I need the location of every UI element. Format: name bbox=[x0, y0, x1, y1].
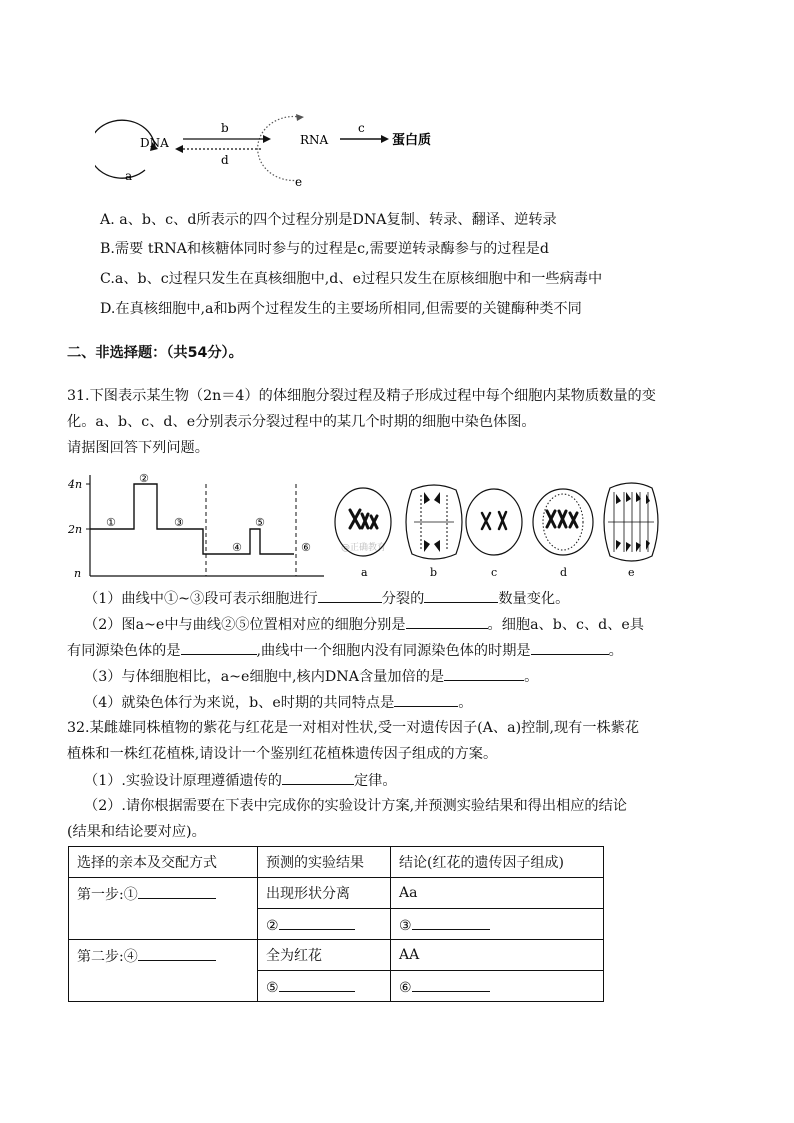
q30-option-d: D.在真核细胞中,a和b两个过程发生的主要场所相同,但需要的关键酶种类不同 bbox=[100, 301, 582, 317]
label-a: a bbox=[125, 169, 133, 183]
section-title: 二、非选择题：（共54分）。 bbox=[67, 345, 243, 361]
q31-question-2-cont: 有同源染色体的是 ,曲线中一个细胞内没有同源染色体的时期是 。 bbox=[67, 640, 623, 661]
q32-part-1: （1）.实验设计原理遵循遗传的 定律。 bbox=[84, 770, 397, 791]
cell-label-e: e bbox=[628, 566, 635, 579]
table-row bbox=[69, 940, 604, 971]
blank-step-4[interactable] bbox=[138, 946, 216, 961]
step-1-cell: 第一步:① bbox=[69, 878, 258, 940]
label-b: b bbox=[221, 121, 229, 135]
q30-option-a: A. a、b、c、d所表示的四个过程分别是DNA复制、转录、翻译、逆转录 bbox=[100, 212, 557, 228]
y-label-4n: 4n bbox=[68, 478, 83, 491]
protein-label: 蛋白质 bbox=[392, 133, 432, 148]
watermark: @正确教育 bbox=[341, 543, 387, 553]
blank-step-1[interactable] bbox=[138, 884, 216, 899]
q31-question-1: （1）曲线中①~③段可表示细胞进行 分裂的 数量变化。 bbox=[84, 588, 569, 609]
segment-2: ② bbox=[139, 472, 149, 485]
header-cell: 预测的实验结果 bbox=[258, 847, 391, 878]
chromosome-graph bbox=[66, 470, 666, 585]
result-cell: ⑤ bbox=[258, 971, 391, 1002]
label-d: d bbox=[221, 153, 229, 167]
segment-3: ③ bbox=[174, 516, 184, 529]
table-row bbox=[69, 878, 604, 909]
q30-option-b: B.需要 tRNA和核糖体同时参与的过程是c,需要逆转录酶参与的过程是d bbox=[100, 241, 549, 257]
blank-8[interactable] bbox=[282, 770, 354, 785]
blank-conclusion-3[interactable] bbox=[412, 915, 490, 930]
cell-label-b: b bbox=[430, 566, 438, 579]
header-cell: 选择的亲本及交配方式 bbox=[69, 847, 258, 878]
blank-conclusion-6[interactable] bbox=[412, 977, 490, 992]
blank-5[interactable] bbox=[531, 640, 609, 655]
header-cell: 结论(红花的遗传因子组成) bbox=[391, 847, 604, 878]
blank-1[interactable] bbox=[318, 588, 382, 603]
q32-line-2: 植株和一株红花植株,请设计一个鉴别红花植株遗传因子组成的方案。 bbox=[67, 746, 498, 762]
conclusion-cell: AA bbox=[391, 940, 604, 971]
segment-6: ⑥ bbox=[301, 541, 311, 554]
result-cell: 出现形状分离 bbox=[258, 878, 391, 909]
dna-label: DNA bbox=[140, 136, 169, 150]
blank-7[interactable] bbox=[394, 692, 458, 707]
conclusion-cell: ③ bbox=[391, 909, 604, 940]
rna-label: RNA bbox=[300, 133, 329, 147]
segment-1: ① bbox=[106, 516, 116, 529]
blank-result-5[interactable] bbox=[279, 977, 355, 992]
y-label-n: n bbox=[74, 567, 82, 580]
cell-label-c: c bbox=[491, 566, 498, 579]
q30-option-c: C.a、b、c过程只发生在真核细胞中,d、e过程只发生在原核细胞中和一些病毒中 bbox=[100, 271, 603, 287]
conclusion-cell: ⑥ bbox=[391, 971, 604, 1002]
q31-question-2: （2）图a~e中与曲线②⑤位置相对应的细胞分别是 。细胞a、b、c、d、e具 bbox=[84, 614, 644, 635]
q31-question-3: （3）与体细胞相比，a~e细胞中,核内DNA含量加倍的是 。 bbox=[84, 666, 538, 687]
q31-line-3: 请据图回答下列问题。 bbox=[67, 440, 209, 456]
segment-5: ⑤ bbox=[255, 516, 265, 529]
q32-part-2-cont: (结果和结论要对应)。 bbox=[67, 824, 206, 840]
q32-part-2: （2）.请你根据需要在下表中完成你的实验设计方案,并预测实验结果和得出相应的结论 bbox=[84, 798, 627, 814]
label-c: c bbox=[358, 121, 365, 135]
blank-3[interactable] bbox=[406, 614, 488, 629]
central-dogma-diagram bbox=[95, 108, 455, 193]
experiment-table bbox=[68, 846, 604, 1002]
blank-result-2[interactable] bbox=[279, 915, 355, 930]
y-label-2n: 2n bbox=[68, 523, 83, 536]
q32-line-1: 32.某雌雄同株植物的紫花与红花是一对相对性状,受一对遗传因子(A、a)控制,现有一株紫花 bbox=[67, 720, 640, 736]
step-2-cell: 第二步:④ bbox=[69, 940, 258, 1002]
blank-2[interactable] bbox=[424, 588, 498, 603]
segment-4: ④ bbox=[232, 541, 242, 554]
q31-line-2: 化。a、b、c、d、e分别表示分裂过程中的某几个时期的细胞中染色体图。 bbox=[67, 414, 536, 430]
label-e: e bbox=[295, 175, 303, 189]
blank-4[interactable] bbox=[181, 640, 257, 655]
blank-6[interactable] bbox=[444, 666, 524, 681]
result-cell: 全为红花 bbox=[258, 940, 391, 971]
q31-question-4: （4）就染色体行为来说，b、e时期的共同特点是 。 bbox=[84, 692, 472, 713]
result-cell: ② bbox=[258, 909, 391, 940]
conclusion-cell: Aa bbox=[391, 878, 604, 909]
q31-line-1: 31.下图表示某生物（2n＝4）的体细胞分裂过程及精子形成过程中每个细胞内某物质数量的变 bbox=[67, 388, 656, 404]
cell-label-d: d bbox=[560, 566, 568, 579]
cell-label-a: a bbox=[361, 566, 368, 579]
table-header-row bbox=[69, 847, 604, 878]
